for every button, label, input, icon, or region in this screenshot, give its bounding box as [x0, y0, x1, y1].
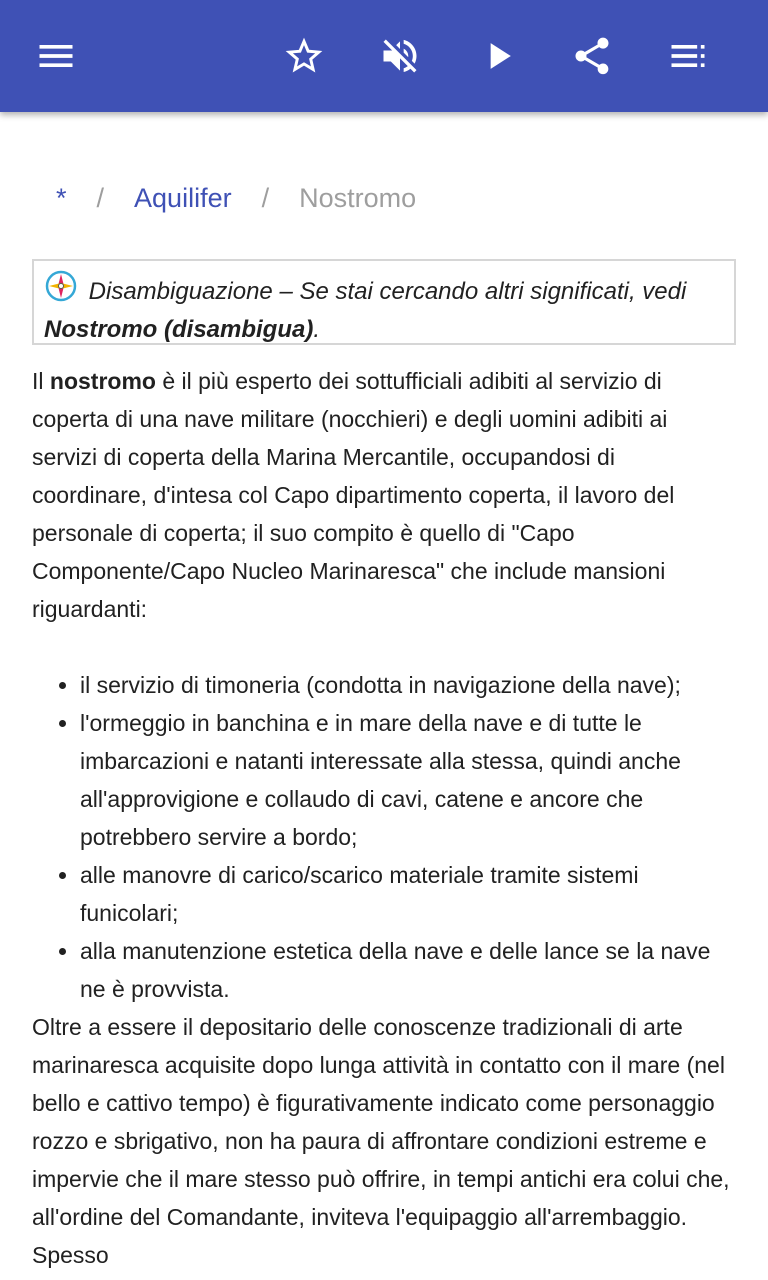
- menu-button[interactable]: [28, 28, 84, 84]
- list-item: • alle manovre di carico/scarico materiale tramite sistemi funicolari;: [80, 856, 736, 932]
- list-item: • il servizio di timoneria (condotta in navigazione della nave);: [80, 666, 736, 704]
- table-of-contents-button[interactable]: [660, 28, 716, 84]
- breadcrumb-current: Nostromo: [299, 183, 417, 213]
- breadcrumb-root-link[interactable]: *: [56, 183, 67, 213]
- app-bar: [0, 0, 768, 112]
- closing-paragraph: Oltre a essere il depositario delle conoscenze tradizionali di arte marinaresca acquisite dopo lunga attività in contatto con il mare (nel bello e cattivo tempo) è figurativamente indicato come personaggio rozzo e sbrigativo, non ha paura di affrontare condizioni estreme e impervie che il mare stesso può offrire, in tempi antichi era colui che, all'ordine del Comandante, inviteva l'equipaggio all'arrembaggio. Spesso: [32, 1014, 730, 1268]
- volume-off-icon: [378, 34, 422, 78]
- list-item: • alla manutenzione estetica della nave e delle lance se la nave ne è provvista.: [80, 932, 736, 1008]
- list-item: • l'ormeggio in banchina e in mare della nave e di tutte le imbarcazioni e natanti interessate alla stessa, quindi anche all'approvigione e collaudo di cavi, catene e ancore che potrebbero servire a bordo;: [80, 704, 736, 856]
- favorite-button[interactable]: [276, 28, 332, 84]
- compass-icon: [44, 269, 78, 303]
- duties-list: [32, 666, 736, 1008]
- intro-text: è il più esperto dei sottufficiali adibiti al servizio di coperta di una nave militare (nocchieri) e degli uomini adibiti ai servizi di coperta della Marina Mercantile, occupandosi di coordinare, d'intesa col Capo dipartimento coperta, il lavoro del personale di coperta; il suo compito è quello di "Capo Componente/Capo Nucleo Marinaresca" che include mansioni riguardanti:: [32, 368, 675, 622]
- breadcrumb-separator: /: [261, 183, 270, 213]
- disambiguation-notice: [32, 259, 736, 345]
- star-outline-icon: [282, 34, 326, 78]
- breadcrumb: [32, 179, 736, 217]
- breadcrumb-parent-link[interactable]: Aquilifer: [134, 183, 232, 213]
- share-icon: [570, 34, 614, 78]
- article-content: [32, 112, 736, 1274]
- intro-paragraph: [32, 362, 736, 628]
- disambiguation-text: Disambiguazione – Se stai cercando altri significati, vedi: [88, 278, 687, 305]
- play-button[interactable]: [470, 28, 526, 84]
- disambiguation-link[interactable]: Nostromo (disambigua): [44, 316, 314, 343]
- disambiguation-suffix: .: [313, 316, 321, 343]
- intro-lead: Il: [32, 368, 50, 394]
- intro-term: nostromo: [49, 368, 156, 394]
- menu-icon: [34, 34, 78, 78]
- breadcrumb-separator: /: [96, 183, 105, 213]
- share-button[interactable]: [564, 28, 620, 84]
- play-icon: [476, 34, 520, 78]
- mute-button[interactable]: [372, 28, 428, 84]
- playlist-icon: [666, 34, 710, 78]
